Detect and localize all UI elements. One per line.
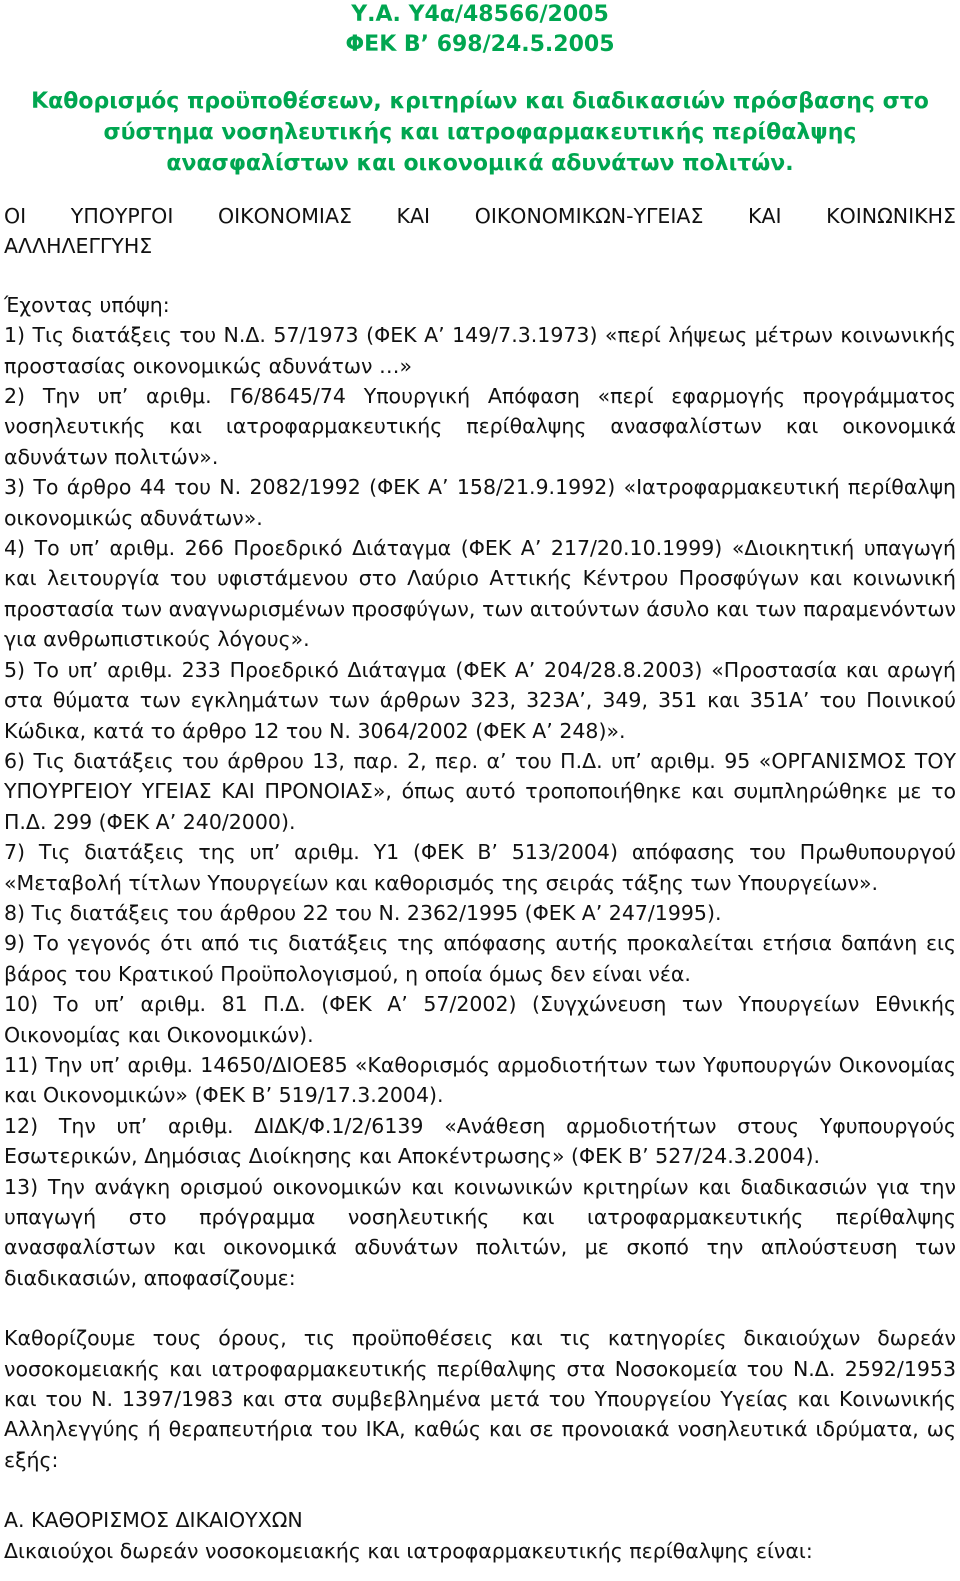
list-item: 4) Το υπ’ αριθμ. 266 Προεδρικό Διάταγμα (ΦΕΚ Α’ 217/20.10.1999) «Διοικητική υπαγωγή και λειτουργία του υφιστάμενου στο Λαύριο Αττικής Κέντρου Προσφύγων και κοινωνική προστασία των αναγνωρισμένων προσφύγων, των αιτούντων άσυλο και των παραμενόντων για ανθρωπιστικούς λόγους». bbox=[4, 536, 956, 652]
list-item: 9) Το γεγονός ότι από τις διατάξεις της απόφασης αυτής προκαλείται ετήσια δαπάνη εις βάρος του Κρατικού Προϋπολογισμού, η οποία όμως δεν είναι νέα. bbox=[4, 931, 956, 986]
ministers-heading: ΟΙ ΥΠΟΥΡΓΟΙ ΟΙΚΟΝΟΜΙΑΣ ΚΑΙ ΟΙΚΟΝΟΜΙΚΩΝ-ΥΓΕΙΑΣ ΚΑΙ ΚΟΙΝΩΝΙΚΗΣ ΑΛΛΗΛΕΓΓΥΗΣ bbox=[4, 204, 956, 259]
list-item: 8) Τις διατάξεις του άρθρου 22 του Ν. 2362/1995 (ΦΕΚ Α’ 247/1995). bbox=[4, 900, 722, 925]
gazette-reference: ΦΕΚ Β’ 698/24.5.2005 bbox=[345, 32, 615, 57]
decision-paragraph: Καθορίζουμε τους όρους, τις προϋποθέσεις και τις κατηγορίες δικαιούχων δωρεάν νοσοκομειακής και ιατροφαρμακευτικής περίθαλψης στα Νοσοκομεία του Ν.Δ. 2592/1953 και του Ν. 1397/1983 και στα συμβεβλημένα μετά του Υπουργείου Υγείας και Κοινωνικής Αλληλεγγύης ή θεραπευτήρια του ΙΚΑ, καθώς και σε προνοιακά νοσηλευτικά ιδρύματα, ως εξής: bbox=[4, 1326, 956, 1472]
document-subject: Καθορισμός προϋποθέσεων, κριτηρίων και διαδικασιών πρόσβασης στο σύστημα νοσηλευτικής και ιατροφαρμακευτικής περίθαλψης ανασφαλίστων και οικονομικά αδυνάτων πολιτών. bbox=[31, 89, 929, 176]
considerations-list bbox=[4, 320, 956, 1293]
list-item: 5) Το υπ’ αριθμ. 233 Προεδρικό Διάταγμα (ΦΕΚ Α’ 204/28.8.2003) «Προστασία και αρωγή στα θύματα των εγκλημάτων των άρθρων 323, 323Α’, 349, 351 και 351Α’ του Ποινικού Κώδικα, κατά το άρθρο 12 του Ν. 3064/2002 (ΦΕΚ Α’ 248)». bbox=[4, 657, 956, 743]
decision-reference: Υ.Α. Υ4α/48566/2005 bbox=[351, 2, 609, 27]
section-a-heading: Α. ΚΑΘΟΡΙΣΜΟΣ ΔΙΚΑΙΟΥΧΩΝ bbox=[4, 1508, 303, 1533]
list-item: 1) Τις διατάξεις του Ν.Δ. 57/1973 (ΦΕΚ Α’ 149/7.3.1973) «περί λήψεως μέτρων κοινωνικής προστασίας οικονομικώς αδυνάτων …» bbox=[4, 323, 956, 378]
list-item: 3) Το άρθρο 44 του Ν. 2082/1992 (ΦΕΚ Α’ 158/21.9.1992) «Ιατροφαρμακευτική περίθαλψη οικονομικώς αδυνάτων». bbox=[4, 475, 956, 530]
considering-label: Έχοντας υπόψη: bbox=[4, 292, 170, 317]
list-item: 11) Την υπ’ αριθμ. 14650/ΔΙΟΕ85 «Καθορισμός αρμοδιοτήτων των Υφυπουργών Οικονομίας και Οικονομικών» (ΦΕΚ Β’ 519/17.3.2004). bbox=[4, 1052, 956, 1108]
list-item: 7) Τις διατάξεις της υπ’ αριθμ. Υ1 (ΦΕΚ Β’ 513/2004) απόφασης του Πρωθυπουργού «Μεταβολή τίτλων Υπουργείων και καθορισμός της σειράς τάξης των Υπουργείων». bbox=[4, 840, 956, 895]
list-item: 2) Την υπ’ αριθμ. Γ6/8645/74 Υπουργική Απόφαση «περί εφαρμογής προγράμματος νοσηλευτικής και ιατροφαρμακευτικής περίθαλψης ανασφαλίστων και οικονομικά αδυνάτων πολιτών». bbox=[4, 384, 956, 469]
document-header bbox=[4, 0, 956, 60]
list-item: 13) Την ανάγκη ορισμού οικονομικών και κοινωνικών κριτηρίων και διαδικασιών για την υπαγωγή στο πρόγραμμα νοσηλευτικής και ιατροφαρμακευτικής περίθαλψης ανασφαλίστων και οικονομικά αδυνάτων πολιτών, με σκοπό την απλούστευση των διαδικασιών, αποφασίζουμε: bbox=[4, 1174, 956, 1290]
list-item: 12) Την υπ’ αριθμ. ΔΙΔΚ/Φ.1/2/6139 «Ανάθεση αρμοδιοτήτων στους Υφυπουργούς Εσωτερικών, Δημόσιας Διοίκησης και Αποκέντρωσης» (ΦΕΚ Β’ 527/24.3.2004). bbox=[4, 1113, 956, 1169]
section-a-intro: Δικαιούχοι δωρεάν νοσοκομειακής και ιατροφαρμακευτικής περίθαλψης είναι: bbox=[4, 1538, 813, 1563]
list-item: 10) Το υπ’ αριθμ. 81 Π.Δ. (ΦΕΚ Α’ 57/2002) (Συγχώνευση των Υπουργείων Εθνικής Οικονομίας και Οικονομικών). bbox=[4, 992, 956, 1047]
list-item: 6) Τις διατάξεις του άρθρου 13, παρ. 2, περ. α’ του Π.Δ. υπ’ αριθμ. 95 «ΟΡΓΑΝΙΣΜΟΣ ΤΟΥ ΥΠΟΥΡΓΕΙΟΥ ΥΓΕΙΑΣ ΚΑΙ ΠΡΟΝΟΙΑΣ», όπως αυτό τροποποιήθηκε και συμπληρώθηκε με το Π.Δ. 299 (ΦΕΚ Α’ 240/2000). bbox=[4, 748, 956, 834]
